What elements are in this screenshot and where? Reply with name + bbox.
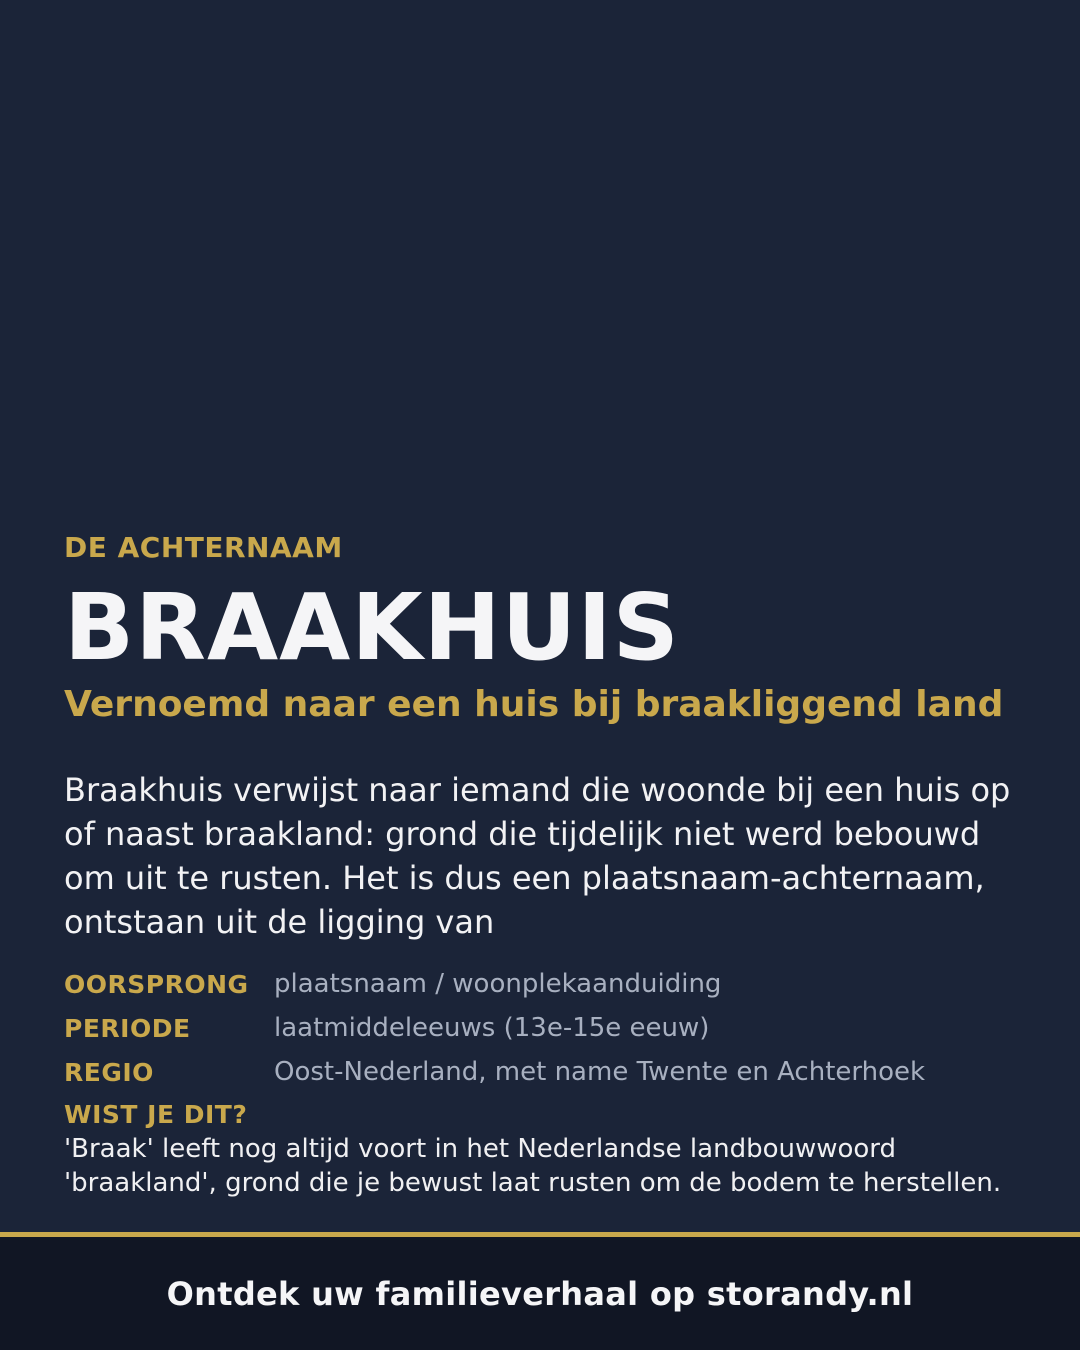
- facts-list: [64, 962, 1024, 1094]
- fact-value: laatmiddeleeuws (13e-15e eeuw): [274, 1013, 710, 1043]
- eyebrow-label: DE ACHTERNAAM: [64, 531, 343, 564]
- did-you-know-title: WIST JE DIT?: [64, 1100, 248, 1129]
- fact-value: Oost-Nederland, met name Twente en Achterhoek: [274, 1057, 926, 1087]
- surname-tagline: Vernoemd naar een huis bij braakliggend land: [64, 684, 1004, 725]
- fact-label: OORSPRONG: [64, 969, 249, 999]
- fact-row-origin: [64, 962, 1024, 1006]
- fact-row-region: [64, 1050, 1024, 1094]
- footer-banner: [0, 1237, 1080, 1350]
- fact-value: plaatsnaam / woonplekaanduiding: [274, 969, 722, 999]
- did-you-know-text: 'Braak' leeft nog altijd voort in het Nederlandse landbouwwoord 'braakland', grond die je bewust laat rusten om de bodem te herstellen.: [64, 1134, 1002, 1198]
- fact-label: PERIODE: [64, 1013, 191, 1043]
- fact-label: REGIO: [64, 1057, 154, 1087]
- surname-title: BRAAKHUIS: [64, 574, 680, 681]
- footer-cta-text: Ontdek uw familieverhaal op storandy.nl: [166, 1274, 914, 1313]
- surname-description: Braakhuis verwijst naar iemand die woonde bij een huis op of naast braakland: grond die tijdelijk niet werd bebouwd om uit te rusten. Het is dus een plaatsnaam-achternaam, ontstaan uit de ligging van: [64, 771, 1011, 941]
- fact-row-period: [64, 1006, 1024, 1050]
